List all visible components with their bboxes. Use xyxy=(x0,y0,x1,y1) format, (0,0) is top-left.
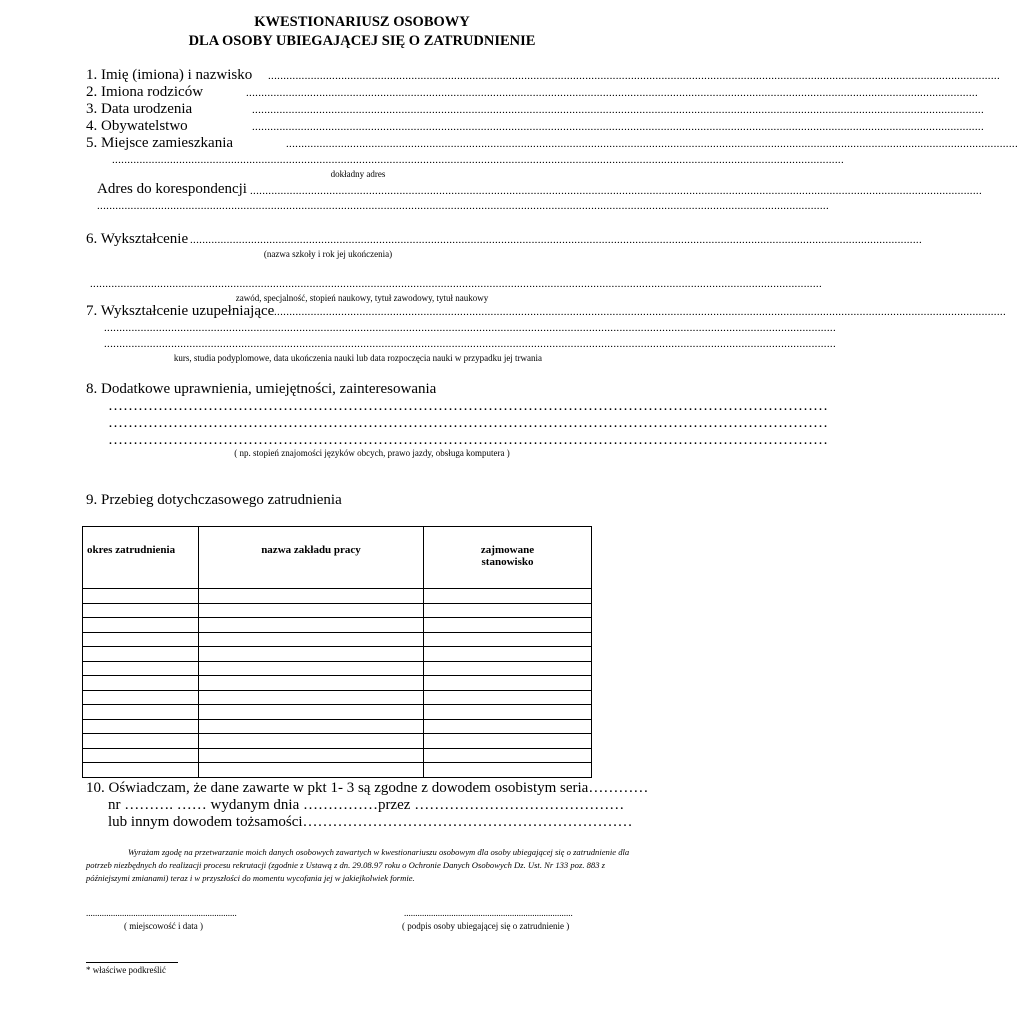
table-cell[interactable] xyxy=(199,603,424,618)
table-row xyxy=(83,748,592,763)
table-row xyxy=(83,647,592,662)
table-cell[interactable] xyxy=(424,734,592,749)
skills-field-line3[interactable]: ……………………………………………………………………………………………………………………………… xyxy=(108,432,828,448)
signature-label: ( podpis osoby ubiegającej się o zatrudnienie ) xyxy=(402,921,570,931)
table-cell[interactable] xyxy=(83,690,199,705)
table-cell[interactable] xyxy=(199,734,424,749)
header-employer-name: nazwa zakładu pracy xyxy=(199,527,424,589)
label-full-name: 1. Imię (imiona) i nazwisko xyxy=(86,67,253,83)
residence-field-line2[interactable]: ................................................................................................................................................................................................................................................ xyxy=(112,154,844,166)
place-date-label: ( miejscowość i data ) xyxy=(124,921,203,931)
table-cell[interactable] xyxy=(83,647,199,662)
place-date-field[interactable]: ................................................................... xyxy=(86,908,237,918)
footnote-separator xyxy=(86,962,178,963)
hint-profession: zawód, specjalność, stopień naukowy, tytuł zawodowy, tytuł naukowy xyxy=(235,293,489,303)
table-cell[interactable] xyxy=(199,676,424,691)
additional-education-field-line3[interactable]: ................................................................................................................................................................................................................................................ xyxy=(104,338,836,350)
table-cell[interactable] xyxy=(199,719,424,734)
hint-skills: ( np. stopień znajomości języków obcych, prawo jazdy, obsługa komputera ) xyxy=(234,448,510,458)
table-cell[interactable] xyxy=(83,618,199,633)
form-title-line2: DLA OSOBY UBIEGAJĄCEJ SIĘ O ZATRUDNIENIE xyxy=(188,33,536,49)
table-cell[interactable] xyxy=(199,661,424,676)
table-row xyxy=(83,661,592,676)
table-header-row xyxy=(83,527,592,589)
label-correspondence-address: Adres do korespondencji xyxy=(97,181,247,197)
table-cell[interactable] xyxy=(83,763,199,778)
hint-school-name: (nazwa szkoły i rok jej ukończenia) xyxy=(263,249,393,259)
table-cell[interactable] xyxy=(424,603,592,618)
table-row xyxy=(83,719,592,734)
table-cell[interactable] xyxy=(424,647,592,662)
table-cell[interactable] xyxy=(83,632,199,647)
table-cell[interactable] xyxy=(83,661,199,676)
citizenship-field[interactable]: ................................................................................................................................................................................................................................................ xyxy=(252,121,984,133)
table-row xyxy=(83,690,592,705)
table-cell[interactable] xyxy=(199,748,424,763)
table-row xyxy=(83,676,592,691)
table-row xyxy=(83,632,592,647)
form-title-line1: KWESTIONARIUSZ OSOBOWY xyxy=(254,14,470,30)
additional-education-field[interactable]: ................................................................................................................................................................................................................................................ xyxy=(274,306,1006,318)
correspondence-address-field[interactable]: ................................................................................................................................................................................................................................................ xyxy=(250,185,982,197)
label-residence: 5. Miejsce zamieszkania xyxy=(86,135,234,151)
employment-history-table xyxy=(82,526,592,778)
label-additional-education: 7. Wykształcenie uzupełniające xyxy=(86,303,275,319)
label-additional-skills: 8. Dodatkowe uprawnienia, umiejętności, zainteresowania xyxy=(86,381,437,397)
parents-names-field[interactable]: ................................................................................................................................................................................................................................................ xyxy=(246,87,978,99)
declaration-line3: lub innym dowodem tożsamości………………………………………………………… xyxy=(108,814,633,830)
skills-field-line1[interactable]: ……………………………………………………………………………………………………………………………… xyxy=(108,398,828,414)
signature-field[interactable]: ........................................................................... xyxy=(404,908,573,918)
table-cell[interactable] xyxy=(424,618,592,633)
table-cell[interactable] xyxy=(199,690,424,705)
table-cell[interactable] xyxy=(424,632,592,647)
table-cell[interactable] xyxy=(83,603,199,618)
table-row xyxy=(83,589,592,604)
header-position: zajmowane stanowisko xyxy=(424,527,592,589)
table-row xyxy=(83,603,592,618)
table-cell[interactable] xyxy=(83,705,199,720)
hint-exact-address: dokładny adres xyxy=(330,169,386,179)
declaration-line1: 10. Oświadczam, że dane zawarte w pkt 1- 3 są zgodne z dowodem osobistym seria………… xyxy=(86,780,649,796)
education-field[interactable]: ................................................................................................................................................................................................................................................ xyxy=(190,234,922,246)
table-row xyxy=(83,705,592,720)
table-cell[interactable] xyxy=(424,690,592,705)
table-cell[interactable] xyxy=(199,647,424,662)
table-cell[interactable] xyxy=(83,719,199,734)
table-cell[interactable] xyxy=(424,763,592,778)
table-row xyxy=(83,734,592,749)
additional-education-field-line2[interactable]: ................................................................................................................................................................................................................................................ xyxy=(104,322,836,334)
table-cell[interactable] xyxy=(424,676,592,691)
table-cell[interactable] xyxy=(424,589,592,604)
table-cell[interactable] xyxy=(199,763,424,778)
label-parents-names: 2. Imiona rodziców xyxy=(86,84,204,100)
table-cell[interactable] xyxy=(424,719,592,734)
skills-field-line2[interactable]: ……………………………………………………………………………………………………………………………… xyxy=(108,415,828,431)
table-cell[interactable] xyxy=(424,705,592,720)
table-cell[interactable] xyxy=(83,589,199,604)
table-cell[interactable] xyxy=(199,705,424,720)
table-cell[interactable] xyxy=(199,589,424,604)
birth-date-field[interactable]: ................................................................................................................................................................................................................................................ xyxy=(252,104,984,116)
table-cell[interactable] xyxy=(199,618,424,633)
table-cell[interactable] xyxy=(199,632,424,647)
consent-clause: Wyrażam zgodę na przetwarzanie moich danych osobowych zawartych w kwestionariuszu osobowym dla osoby ubiegającej się o zatrudnienie dla potrzeb niezbędnych do realizacji procesu rekrutacji (zgodnie z Ustawą z dn. 29.08.97 roku o Ochronie Danych Osobowych Dz. Ust. Nr 133 poz. 883 z późniejszymi zmianami) teraz i w przyszłości do momentu wycofania jej w jakiejkolwiek formie. xyxy=(86,847,630,883)
profession-field[interactable]: ................................................................................................................................................................................................................................................ xyxy=(90,278,822,290)
label-education: 6. Wykształcenie xyxy=(86,231,189,247)
footnote: * właściwe podkreślić xyxy=(86,965,166,975)
correspondence-address-field-line2[interactable]: ................................................................................................................................................................................................................................................ xyxy=(97,200,829,212)
table-cell[interactable] xyxy=(83,734,199,749)
declaration-line2: nr ………. …… wydanym dnia ……………przez …………………………………… xyxy=(108,797,625,813)
label-employment-history: 9. Przebieg dotychczasowego zatrudnienia xyxy=(86,492,342,508)
label-citizenship: 4. Obywatelstwo xyxy=(86,118,188,134)
table-cell[interactable] xyxy=(424,661,592,676)
table-cell[interactable] xyxy=(83,676,199,691)
table-cell[interactable] xyxy=(83,748,199,763)
residence-field[interactable]: ................................................................................................................................................................................................................................................ xyxy=(286,138,1018,150)
full-name-field[interactable]: ................................................................................................................................................................................................................................................ xyxy=(268,70,1000,82)
table-row xyxy=(83,618,592,633)
table-row xyxy=(83,763,592,778)
hint-courses: kurs, studia podyplomowe, data ukończenia nauki lub data rozpoczęcia nauki w przypadku jej trwania xyxy=(173,353,543,363)
table-cell[interactable] xyxy=(424,748,592,763)
label-birth-date: 3. Data urodzenia xyxy=(86,101,193,117)
header-employment-period: okres zatrudnienia xyxy=(83,527,199,589)
